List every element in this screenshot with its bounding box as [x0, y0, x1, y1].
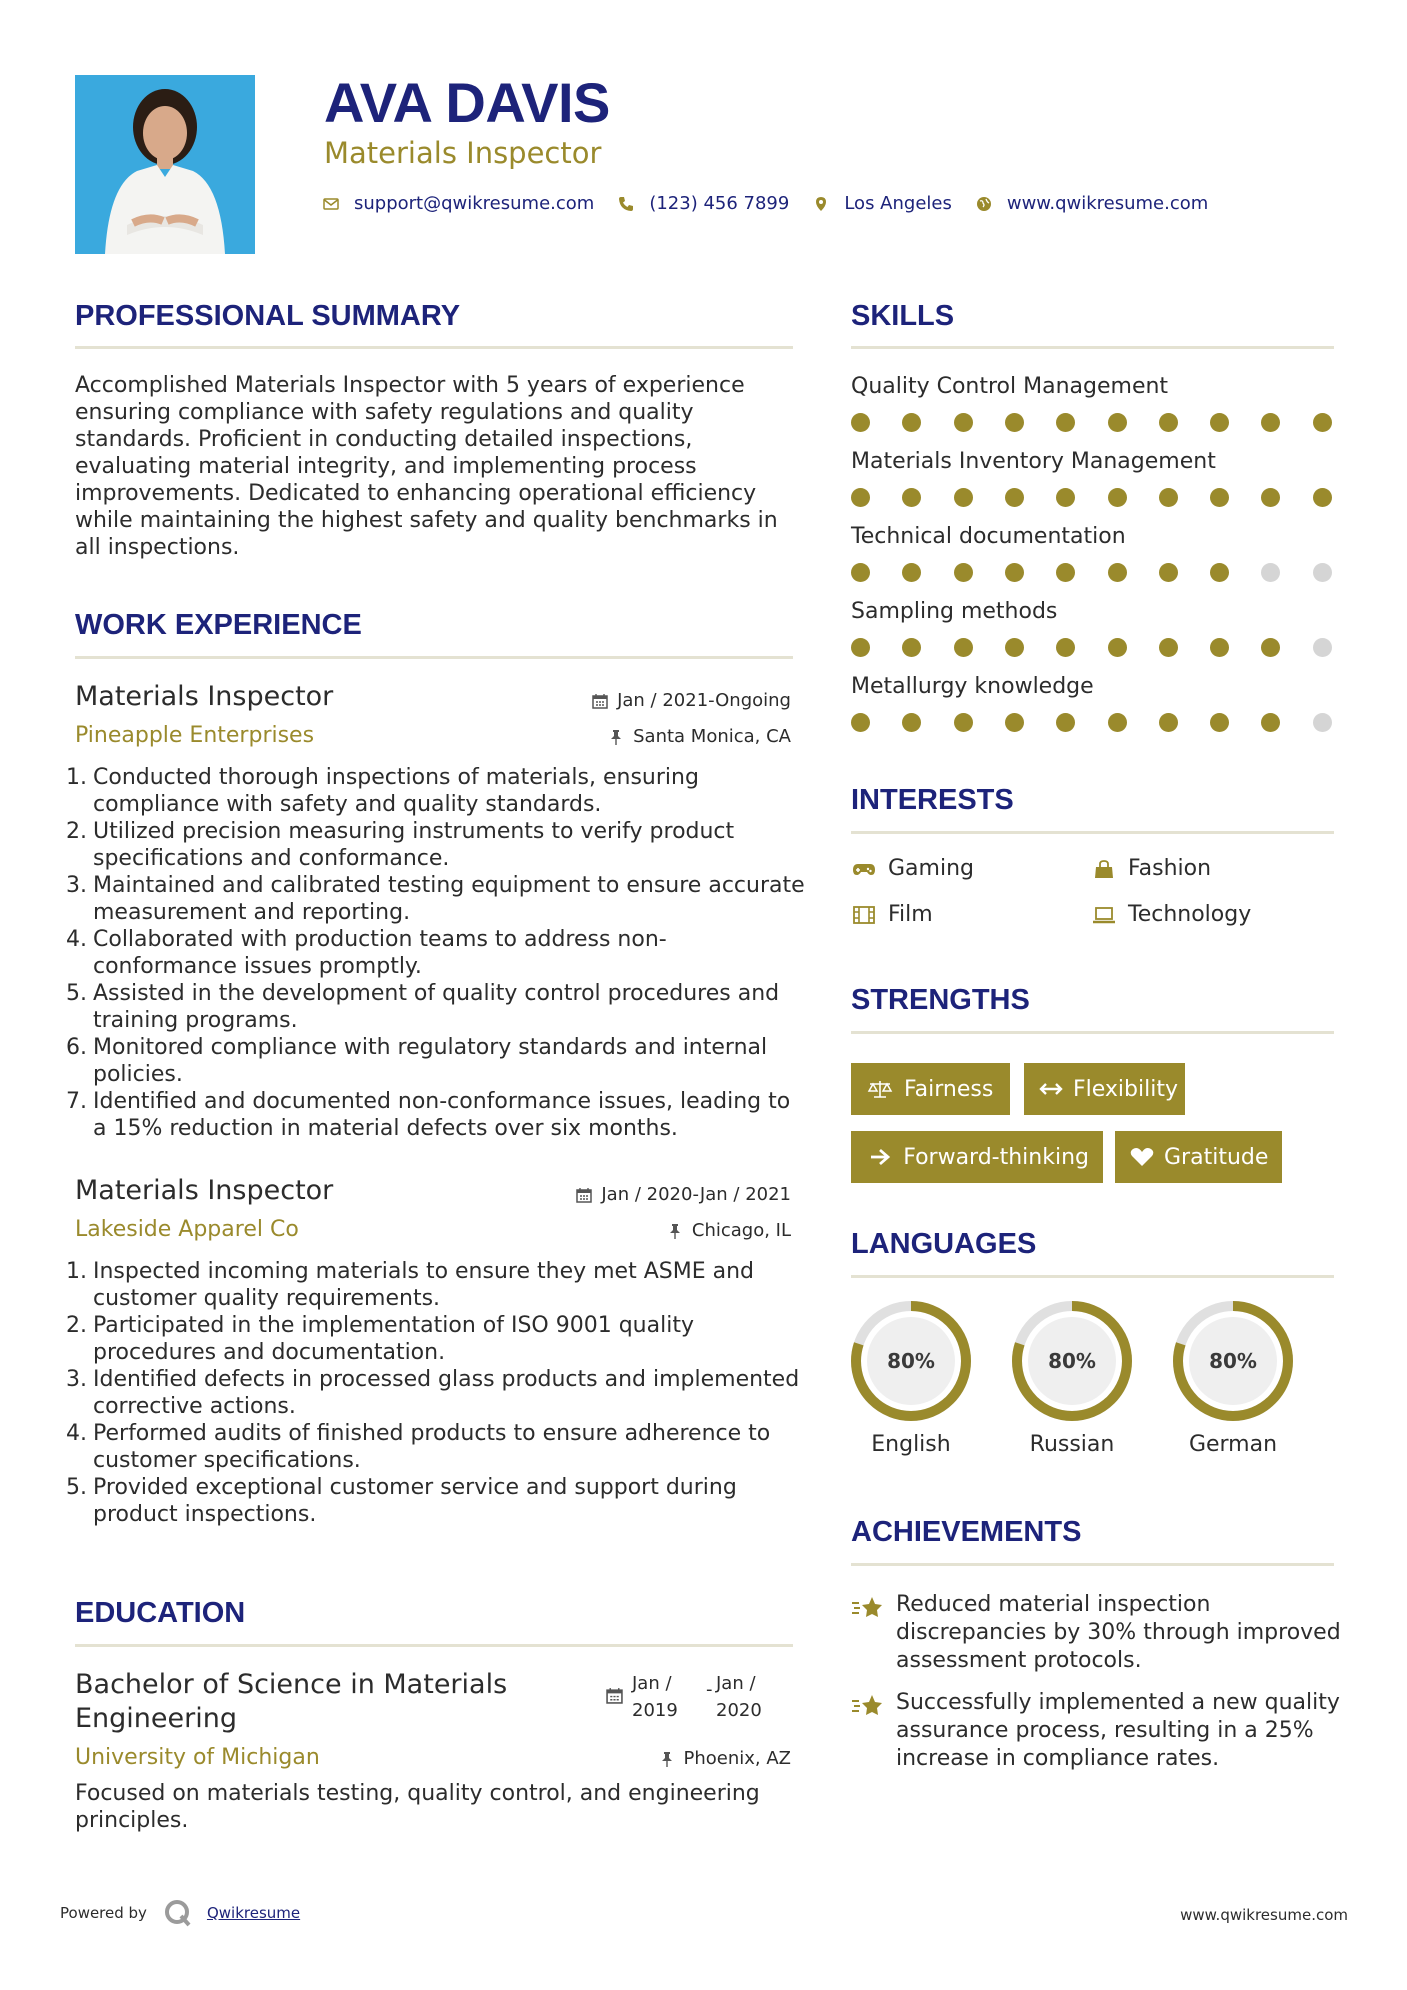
strengths-divider — [851, 1031, 1334, 1034]
education-school: University of Michigan — [75, 1745, 320, 1770]
skill-dot-filled — [851, 713, 870, 732]
summary-heading: PROFESSIONAL SUMMARY — [75, 300, 461, 332]
education-location-text: Phoenix, AZ — [683, 1748, 791, 1769]
languages-divider — [851, 1275, 1334, 1278]
skill-dot-filled — [1261, 488, 1280, 507]
skills-divider — [851, 346, 1334, 349]
experience-heading: WORK EXPERIENCE — [75, 609, 362, 641]
skill-dot-filled — [1210, 563, 1229, 582]
list-item: 7. Identified and documented non-conformance issues, leading to a 15% reduction in material defects over six months. — [66, 1089, 791, 1141]
arrows-horizontal-icon — [1038, 1078, 1064, 1100]
achievement-item — [851, 1591, 1341, 1675]
skill-rating — [851, 563, 1334, 583]
skill-dot-filled — [1159, 638, 1178, 657]
contact-website[interactable] — [975, 193, 1208, 214]
skill-dot-filled — [954, 413, 973, 432]
gamepad-icon — [851, 858, 877, 880]
skill-name: Technical documentation — [851, 524, 1126, 549]
arrow-right-icon — [865, 1146, 894, 1168]
languages-heading: LANGUAGES — [851, 1228, 1037, 1260]
calendar-icon — [576, 1187, 592, 1203]
skill-dot-filled — [902, 563, 921, 582]
heart-icon — [1129, 1146, 1155, 1168]
skill-dot-filled — [1005, 638, 1024, 657]
phone-icon — [617, 195, 635, 213]
candidate-name: AVA DAVIS — [324, 71, 610, 134]
education-divider — [75, 1644, 793, 1647]
contact-bar — [322, 193, 1231, 214]
skill-rating — [851, 713, 1334, 733]
language-percent: 80% — [1048, 1349, 1096, 1373]
skill-dot-filled — [902, 638, 921, 657]
language-item-german — [1172, 1300, 1294, 1457]
interest-label: Fashion — [1128, 856, 1212, 881]
strength-badge-gratitude — [1115, 1131, 1282, 1183]
location-text: Los Angeles — [844, 193, 952, 214]
skills-heading: SKILLS — [851, 300, 955, 332]
profile-photo — [75, 75, 255, 254]
skill-dot-filled — [1005, 713, 1024, 732]
list-item: 2. Participated in the implementation of ISO 9001 quality procedures and documentation. — [66, 1313, 694, 1365]
calendar-icon — [592, 693, 608, 709]
language-progress-ring — [1172, 1300, 1294, 1422]
list-item: 5. Provided exceptional customer service and support during product inspections. — [66, 1475, 737, 1527]
language-percent: 80% — [1209, 1349, 1257, 1373]
strength-label: Forward-thinking — [903, 1144, 1089, 1170]
email-text: support@qwikresume.com — [354, 193, 595, 214]
language-progress-ring — [850, 1300, 972, 1422]
contact-phone[interactable] — [617, 193, 789, 214]
job-location-text: Chicago, IL — [691, 1220, 791, 1241]
shooting-star-icon — [851, 1594, 885, 1622]
skill-dot-filled — [1313, 488, 1332, 507]
education-end-month: Jan / — [716, 1673, 756, 1694]
job-date — [576, 1184, 791, 1205]
list-item: 3. Identified defects in processed glass products and implemented corrective actions. — [66, 1367, 800, 1419]
skill-dot-filled — [851, 488, 870, 507]
interest-label: Gaming — [888, 856, 974, 881]
balance-scale-icon — [865, 1078, 895, 1100]
skill-dot-filled — [1159, 713, 1178, 732]
job-date-text: Jan / 2021-Ongoing — [617, 690, 791, 711]
strength-label: Flexibility — [1073, 1076, 1178, 1102]
skill-dot-filled — [1108, 413, 1127, 432]
skill-dot-filled — [1005, 413, 1024, 432]
summary-text: Accomplished Materials Inspector with 5 years of experience ensuring compliance with safety regulations and quality standards. Proficient in conducting detailed inspections, evaluating material integrity, and implementing process improvements. Dedicated to enhancing operational efficiency while maintaining the highest safety and quality benchmarks in all inspections. — [75, 373, 778, 560]
interest-label: Technology — [1128, 902, 1252, 927]
skill-dot-filled — [1005, 563, 1024, 582]
pushpin-icon — [667, 1223, 683, 1239]
skill-dot-empty — [1261, 563, 1280, 582]
footer-powered-by — [60, 1898, 300, 1928]
skill-dot-filled — [1159, 488, 1178, 507]
list-item: 1. Conducted thorough inspections of materials, ensuring compliance with safety and quality standards. — [66, 765, 699, 817]
skill-dot-filled — [954, 488, 973, 507]
skill-dot-filled — [902, 488, 921, 507]
list-item: 4. Collaborated with production teams to address non-conformance issues promptly. — [66, 927, 667, 979]
strength-label: Gratitude — [1164, 1144, 1269, 1170]
language-item-russian — [1011, 1300, 1133, 1457]
skill-dot-filled — [1056, 638, 1075, 657]
calendar-icon — [606, 1687, 623, 1704]
skill-dot-filled — [1056, 413, 1075, 432]
powered-by-text: Powered by — [60, 1904, 147, 1922]
education-end-year: 2020 — [716, 1700, 762, 1721]
achievement-text: Successfully implemented a new quality assurance process, resulting in a 25% increase in compliance rates. — [896, 1690, 1340, 1771]
skill-rating — [851, 638, 1334, 658]
list-item: 5. Assisted in the development of quality control procedures and training programs. — [66, 981, 780, 1033]
contact-email[interactable] — [322, 193, 594, 214]
achievements-heading: ACHIEVEMENTS — [851, 1516, 1082, 1548]
job-company: Lakeside Apparel Co — [75, 1217, 299, 1242]
candidate-title: Materials Inspector — [324, 136, 602, 170]
skill-dot-filled — [1159, 413, 1178, 432]
strength-badge-flexibility — [1024, 1063, 1185, 1115]
skill-dot-filled — [1056, 488, 1075, 507]
skill-name: Materials Inventory Management — [851, 449, 1216, 474]
skill-dot-filled — [851, 563, 870, 582]
job-title: Materials Inspector — [75, 1175, 334, 1206]
skill-dot-filled — [851, 638, 870, 657]
skill-rating — [851, 488, 1334, 508]
list-item: 1. Inspected incoming materials to ensure they met ASME and customer quality requirements. — [66, 1259, 754, 1311]
website-text: www.qwikresume.com — [1006, 193, 1209, 214]
interest-item-fashion — [1091, 856, 1211, 881]
list-item: 2. Utilized precision measuring instruments to verify product specifications and conformance. — [66, 819, 735, 871]
skill-dot-filled — [1210, 713, 1229, 732]
skill-dot-filled — [1108, 488, 1127, 507]
skill-name: Sampling methods — [851, 599, 1058, 624]
job-bullets — [66, 764, 806, 1142]
job-location-text: Santa Monica, CA — [633, 726, 791, 747]
strength-label: Fairness — [904, 1076, 994, 1102]
strength-badge-fairness — [851, 1063, 1010, 1115]
list-item: 6. Monitored compliance with regulatory standards and internal policies. — [66, 1035, 768, 1087]
language-progress-ring — [1011, 1300, 1133, 1422]
skill-dot-filled — [954, 638, 973, 657]
skill-dot-filled — [902, 713, 921, 732]
skill-dot-filled — [1005, 488, 1024, 507]
skill-dot-filled — [1210, 413, 1229, 432]
education-date-dash: - — [706, 1679, 713, 1700]
shooting-star-icon — [851, 1692, 885, 1720]
summary-divider — [75, 346, 793, 349]
education-description: Focused on materials testing, quality control, and engineering principles. — [75, 1781, 760, 1833]
interest-item-gaming — [851, 856, 974, 881]
skill-dot-filled — [1108, 563, 1127, 582]
list-item: 3. Maintained and calibrated testing equipment to ensure accurate measurement and reporting. — [66, 873, 805, 925]
skill-dot-filled — [954, 713, 973, 732]
skill-dot-filled — [1056, 713, 1075, 732]
achievement-item — [851, 1689, 1341, 1773]
interest-label: Film — [888, 902, 933, 927]
pushpin-icon — [659, 1751, 675, 1767]
skill-dot-filled — [954, 563, 973, 582]
interests-divider — [851, 831, 1334, 834]
interest-item-film — [851, 902, 933, 927]
education-start-month: Jan / — [632, 1673, 672, 1694]
achievement-text: Reduced material inspection discrepancies by 30% through improved assessment protocols. — [896, 1592, 1341, 1673]
skill-dot-filled — [1261, 713, 1280, 732]
experience-divider — [75, 656, 793, 659]
phone-text: (123) 456 7899 — [649, 193, 790, 214]
strength-badge-forward-thinking — [851, 1131, 1103, 1183]
skill-dot-filled — [1261, 638, 1280, 657]
skill-dot-filled — [1108, 638, 1127, 657]
skill-dot-filled — [1056, 563, 1075, 582]
job-title: Materials Inspector — [75, 681, 334, 712]
envelope-icon — [322, 195, 340, 213]
skill-dot-filled — [1210, 488, 1229, 507]
job-bullets — [66, 1258, 806, 1528]
education-location — [659, 1748, 792, 1769]
skill-rating — [851, 413, 1334, 433]
skill-dot-filled — [1108, 713, 1127, 732]
pushpin-icon — [608, 729, 624, 745]
skill-name: Quality Control Management — [851, 374, 1169, 399]
skill-name: Metallurgy knowledge — [851, 674, 1094, 699]
language-name: Russian — [1029, 1432, 1115, 1457]
education-degree: Bachelor of Science in Materials Engineering — [75, 1669, 508, 1734]
qwikresume-link[interactable]: Qwikresume — [206, 1904, 301, 1922]
interests-heading: INTERESTS — [851, 784, 1014, 816]
strengths-heading: STRENGTHS — [851, 984, 1030, 1016]
shopping-bag-icon — [1091, 858, 1117, 880]
skill-dot-empty — [1313, 713, 1332, 732]
job-date — [592, 690, 791, 711]
footer-website[interactable]: www.qwikresume.com — [1180, 1906, 1348, 1924]
language-name: German — [1188, 1432, 1278, 1457]
map-marker-icon — [812, 195, 830, 213]
film-icon — [851, 904, 877, 926]
job-company: Pineapple Enterprises — [75, 723, 315, 748]
skill-dot-filled — [1210, 638, 1229, 657]
skill-dot-filled — [851, 413, 870, 432]
job-date-text: Jan / 2020-Jan / 2021 — [601, 1184, 791, 1205]
job-location — [667, 1220, 791, 1241]
skill-dot-filled — [902, 413, 921, 432]
language-item-english — [850, 1300, 972, 1457]
achievements-divider — [851, 1563, 1334, 1566]
language-percent: 80% — [887, 1349, 935, 1373]
skill-dot-empty — [1313, 638, 1332, 657]
laptop-icon — [1091, 904, 1117, 926]
skill-dot-filled — [1313, 413, 1332, 432]
globe-icon — [975, 195, 993, 213]
skill-dot-empty — [1313, 563, 1332, 582]
education-heading: EDUCATION — [75, 1597, 246, 1629]
education-start-year: 2019 — [632, 1700, 678, 1721]
skill-dot-filled — [1261, 413, 1280, 432]
qwikresume-logo-icon — [163, 1898, 193, 1928]
skill-dot-filled — [1159, 563, 1178, 582]
contact-location — [812, 193, 952, 214]
language-name: English — [871, 1432, 951, 1457]
job-location — [608, 726, 791, 747]
interest-item-technology — [1091, 902, 1251, 927]
list-item: 4. Performed audits of finished products to ensure adherence to customer specifications. — [66, 1421, 771, 1473]
